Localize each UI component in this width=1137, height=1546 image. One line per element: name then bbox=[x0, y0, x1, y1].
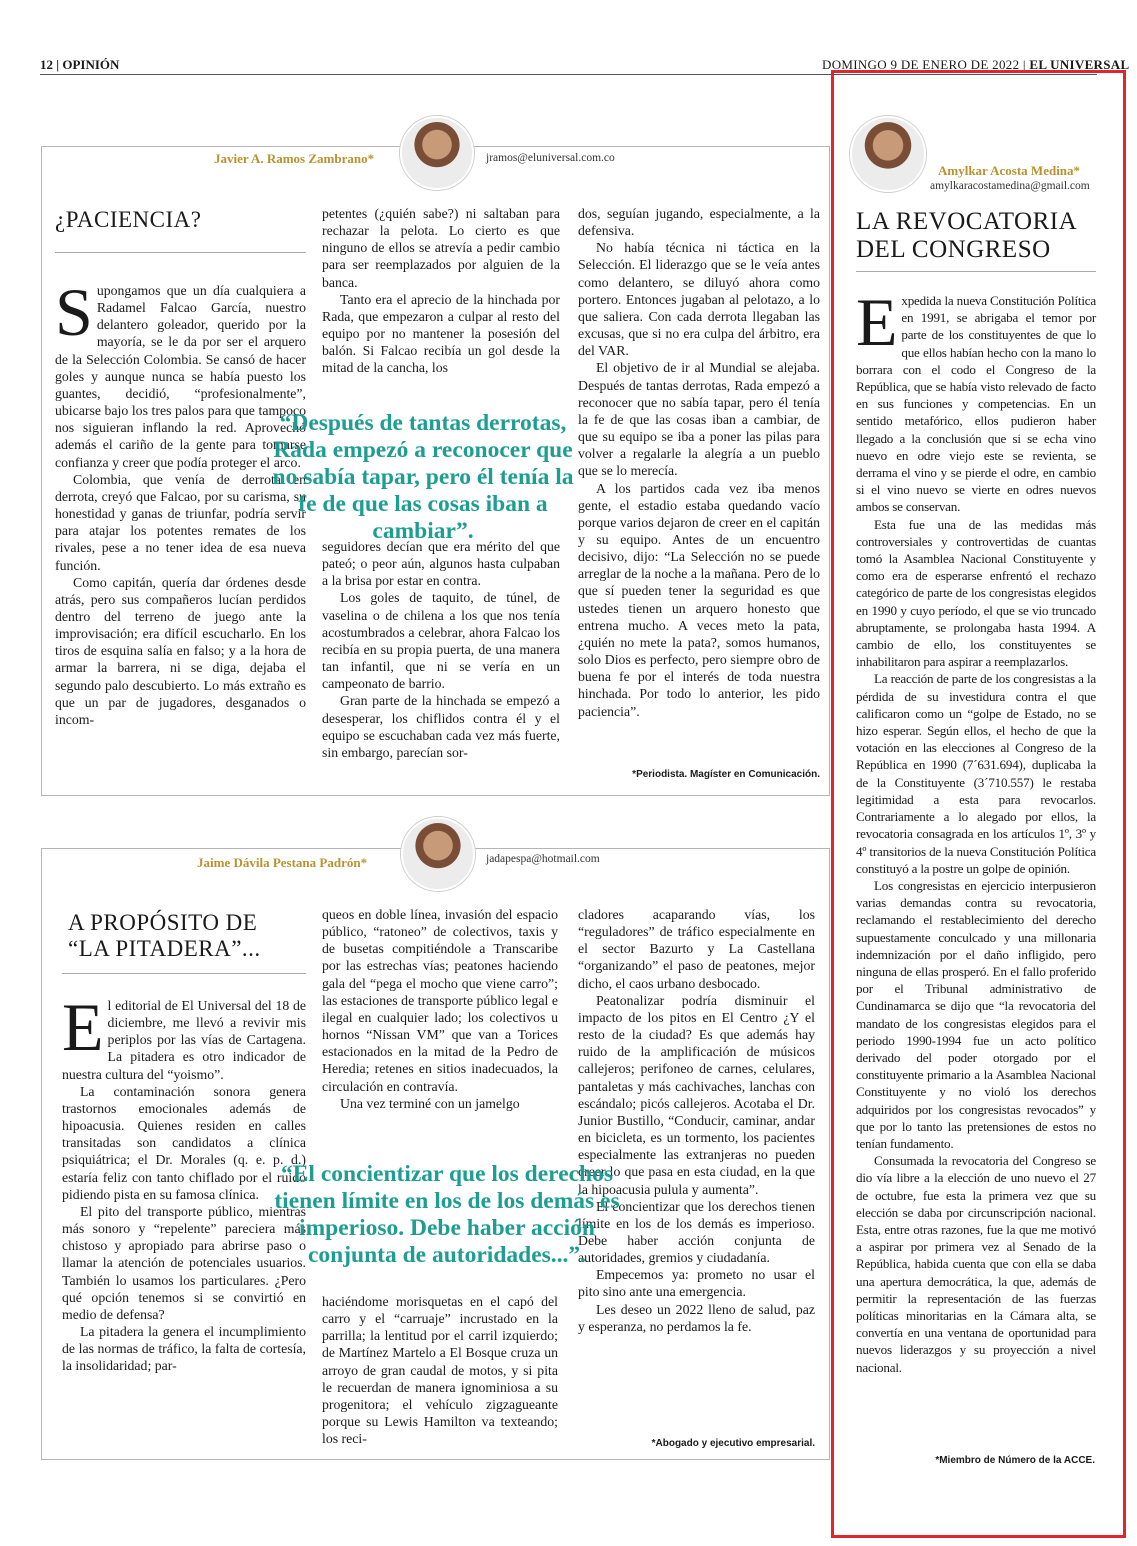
paragraph: La contaminación sonora genera trastornos emocionales además de hipoacusia. Quienes residen en calles transitadas son candidatos a clínica psiquiátrica; el Dr. Morales (q. e. p. d.) estaría feliz con tanto chiflado por el ruido pidiendo pista en su famosa clínica. bbox=[62, 1083, 306, 1202]
paragraph: upongamos que un día cualquiera a Radamel Falcao García, nuestro delantero goleador, querido por la mayoría, se le da por ser el arquero de la Selección Colombia. Se cansó de hacer goles y aunque nunca se había puesto los guantes, decidió, “profesionalmente”, ubicarse bajo los tres palos para que tampoco nos siguieran inflando la red. Aprovechó además el cariño de la gente para tomarse confianza y creer que podía proteger el arco. bbox=[55, 283, 306, 470]
article-title bbox=[68, 910, 261, 962]
paragraph: Tanto era el aprecio de la hinchada por Rada, que empezaron a culpar al resto del equipo por no mantener la posesión del balón. Si Falcao recibía un gol desde la mitad de la cancha, los bbox=[322, 291, 560, 376]
article-column-3 bbox=[578, 205, 820, 720]
paragraph: Esta fue una de las medidas más controversiales y controvertidas de cuantas tomó la Asamblea Nacional Constituyente y como era de esperarse enfrentó el rechazo categórico de parte de los congresistas elegidos en 1990 y cuyo período, el que se vio truncado abruptamente, se prolongaba hasta 1994. A cambio de ello, los constituyentes se inhabilitaron para aspirar a reemplazarlos. bbox=[856, 516, 1096, 670]
paragraph: Colombia, que venía de derrota en derrota, creyó que Falcao, por su carisma, su honestidad y ganas de triunfar, podría servir para atajar los potentes remates de los rivales, pese a no tener idea de esa nueva función. bbox=[55, 471, 306, 573]
author-name: Amylkar Acosta Medina* bbox=[938, 163, 1081, 178]
paragraph: Peatonalizar podría disminuir el impacto de los pitos en El Centro ¿Y el resto de la ciudad? Es que además hay ruido de la amplificación de músicos callejeros; perifoneo de carnes, celulares, pantaletas y más cachivaches, lanchas con escándalo; picós callejeros. Acotaba el Dr. Junior Bustillo, “Conducir, caminar, andar en bicicleta, es un tormento, los pacientes especialmente las extranjeras no pueden creer lo que pasa en esta ciudad, en la que la hipoacusia pulula y aumenta”. bbox=[578, 992, 815, 1197]
article-title: ¿PACIENCIA? bbox=[55, 207, 202, 232]
paragraph: seguidores decían que era mérito del que pateó; o peor aún, algunos hasta culpaban a la brisa por estar en contra. bbox=[322, 539, 560, 589]
article-column-2-top bbox=[322, 205, 560, 377]
paragraph: haciéndome morisquetas en el capó del carro y el “carruaje” incrustado en la parrilla; la lentitud por el carril izquierdo; de Martínez Martelo a El Bosque cruza un arroyo de gran caudal de motos, y si pita le recuerdan de manera ignominiosa a su progenitora; el vehículo zigzagueante porque su Lewis Hamilton va texteando; los reci- bbox=[322, 1294, 558, 1447]
issue-date: DOMINGO 9 DE ENERO DE 2022 bbox=[822, 57, 1020, 72]
paragraph: Les deseo un 2022 lleno de salud, paz y esperanza, no perdamos la fe. bbox=[578, 1301, 815, 1334]
paragraph: Una vez terminé con un jamelgo bbox=[340, 1095, 520, 1111]
paragraph: l editorial de El Universal del 18 de diciembre, me llevó a revivir mis periplos por las vías de Cartagena. La pitadera es otro indicador de nuestra cultura del “yoismo”. bbox=[62, 998, 306, 1082]
drop-cap: S bbox=[55, 274, 93, 350]
paragraph: La pitadera la genera el incumplimiento de las normas de tráfico, la falta de cortesía, la insolidaridad; par- bbox=[62, 1323, 306, 1374]
paragraph: Consumada la revocatoria del Congreso se dio vía libre a la elección de uno nuevo el 27 de octubre, fue esta la primera vez que su elección se daba por circunscripción nacional. Esta, entre otras razones, fue la que me motivó a aspirar por primera vez al Senado de la República, habida cuenta que con ella se daba una apertura democrática, la que, además de permitir la representación de las fuerzas políticas minoritarias en la Cámara alta, se convertía en una ventana de oportunidad para nuevos liderazgos y su proyección a nivel nacional. bbox=[856, 1153, 1096, 1375]
page-folio: 12 | OPINIÓN bbox=[40, 57, 120, 72]
article-title-line: “LA PITADERA”... bbox=[68, 936, 261, 961]
paragraph: El pito del transporte público, mientras más sonoro y “repelente” pareciera más chistoso y apropiado para abrirse paso o llamar la atención de potenciales usuarios. También lo usamos los particulares. ¿Pero qué opción tenemos si se convirtió en medio de defensa? bbox=[62, 1203, 306, 1322]
author-email: jramos@eluniversal.com.co bbox=[486, 152, 615, 164]
author-portrait-icon bbox=[401, 817, 475, 891]
paragraph: queos en doble línea, invasión del espacio público, “ratoneo” de colectivos, taxis y de busetas compitiéndole a Transcaribe por las estrechas vías; peatones haciendo gala del “pega el mocho que viene carro”; las estaciones de transporte público legal e ilegal en cualquier lado; los colectivos u hornos “Nissan VM” que van a Torices estacionados en la mitad de la Pedro de Heredia; retenes en sitios inadecuados, la circulación en contravía. bbox=[322, 907, 558, 1094]
author-portrait-icon bbox=[400, 116, 474, 190]
article-title bbox=[856, 208, 1077, 264]
newspaper-name: EL UNIVERSAL bbox=[1029, 57, 1130, 72]
paragraph: xpedida la nueva Constitución Política en 1991, se abrigaba el temor por parte de los constituyentes de que lo que ellos habían hecho con la mano lo borrara con el codo el Congreso de la República, que se había visto relevado de facto en sus funciones y competencias. En un sentido metafórico, ellos pudieron haber llegado a la conclusión que si se echa vino nuevo en odre viejo este se revienta, se derrama el vino y se pierde el odre, en cambio si el vino nuevo se vierte en odres nuevos ambos se conservan. bbox=[856, 293, 1096, 515]
drop-cap: E bbox=[856, 284, 898, 360]
article-body bbox=[856, 284, 1096, 1376]
drop-cap: E bbox=[62, 989, 104, 1065]
article-column-2-top bbox=[322, 906, 558, 1112]
author-portrait-icon bbox=[850, 116, 926, 192]
pull-quote: “El concientizar que los derechos tienen límite en los de los demás es imperioso. Debe haber acción conjunta de autoridades...”. bbox=[274, 1161, 620, 1268]
paragraph: Como capitán, quería dar órdenes desde atrás, pero sus compañeros lucían perdidos dentro del terreno de juego ante la improvisación; era difícil escucharlo. En los tiros de esquina salía en falso; y a la hora de armar la barrera, ni se diga, dejaba el segundo palo descubierto. Lo más extraño es que un par de jugadores, desganados o incom- bbox=[55, 574, 306, 727]
paragraph: El objetivo de ir al Mundial se alejaba. Después de tantas derrotas, Rada empezó a reconocer que no sabía tapar, pero él tenía la fe de que las cosas iban a cambiar, de que su equipo se iba a poner las pilas para volver a regalarle la alegría a un pueblo que se lo merecía. bbox=[578, 360, 820, 479]
paragraph: El concientizar que los derechos tienen límite en los de los demás es imperioso. Debe haber acción conjunta de autoridades, gremios y ciudadanía. bbox=[578, 1198, 815, 1266]
paragraph: cladores acaparando vías, los “reguladores” de tráfico especialmente en el sector Bazurto y La Castellana “organizando” el paso de peatones, mejor dicho, el caos urbano desbocado. bbox=[578, 907, 815, 991]
article-title-line: DEL CONGRESO bbox=[856, 236, 1051, 263]
paragraph: dos, seguían jugando, especialmente, a la defensiva. bbox=[578, 206, 820, 239]
author-name: Jaime Dávila Pestana Padrón* bbox=[197, 855, 368, 870]
paragraph: Los goles de taquito, de túnel, de vaselina o de chilena a los que nos tenía acostumbrados a celebrar, ahora Falcao los recibía en su propia puerta, de una manera tan infantil, que ni se vería en un campeonato de barrio. bbox=[322, 590, 560, 692]
author-credit: *Miembro de Número de la ACCE. bbox=[935, 1455, 1095, 1466]
author-email: amylkaracostamedina@gmail.com bbox=[930, 180, 1090, 192]
author-credit: *Periodista. Magíster en Comunicación. bbox=[632, 769, 820, 780]
paragraph: Los congresistas en ejercicio interpusieron varias demandas contra su revocatoria, reclamando el restablecimiento del derecho supuestamente conculcado y una millonaria indemnización por el daño infligido, pero ninguna de ellas prosperó. En el fallo proferido por el Tribunal administrativo de Cundinamarca se dijo que “la revocatoria del mandato de los congresistas elegidos para el periodo 1990-1994 fue un acto político derivado del poder otorgado por el constituyente primario a la Asamblea Nacional Constituyente y no violó los derechos adquiridos por los congresistas revocados” y que por lo tanto las pretensiones de estos no tenían fundamento. bbox=[856, 877, 1096, 1151]
article-title-line: A PROPÓSITO DE bbox=[68, 910, 258, 935]
article-column-3 bbox=[578, 906, 815, 1335]
paragraph: petentes (¿quién sabe?) ni saltaban para rechazar la pelota. Lo cierto es que ninguno de ellos se atrevía a pedir cambio para ser reemplazados por alguien de la banca. bbox=[322, 206, 560, 290]
author-credit: *Abogado y ejecutivo empresarial. bbox=[651, 1438, 815, 1449]
paragraph: La reacción de parte de los congresistas a la pérdida de su investidura contra el que calificaron como un “golpe de Estado, no se hizo esperar. Según ellos, el hecho de que la votación en las elecciones al Congreso de la República en 1990 (7´631.694), duplicaba la de la Constituyente (3´710.557) le restaba legitimidad a esta para revocarlos. Contrariamente a lo alegado por ellos, la revocatoria consagrada en los artículos 1º, 3º y 4º transitorios de la nueva Constitución Política constituyó a la postre un golpe de opinión. bbox=[856, 671, 1096, 876]
article-column-2-bottom bbox=[322, 538, 560, 761]
paragraph: Gran parte de la hinchada se empezó a desesperar, los chiflidos contra él y el equipo se escuchaban cada vez más fuerte, sin embargo, parecían sor- bbox=[322, 693, 560, 760]
author-email: jadapespa@hotmail.com bbox=[486, 853, 600, 865]
paragraph: No había técnica ni táctica en la Selección. El liderazgo que se le veía antes como delantero, se diluyó ahora como portero. Entonces jugaban al pelotazo, a lo que saliera. Con cada derrota llegaban las excusas, que si no era culpa del árbitro, era del VAR. bbox=[578, 240, 820, 359]
paragraph: A los partidos cada vez iba menos gente, el estadio estaba quedando vacío porque varios dejaron de creer en el capitán y su equipo. Antes de un encuentro decisivo, dijo: “La Selección no se puede arreglar de la noche a la mañana. Pero de lo que sí pueden tener la seguridad es que ustedes tienen un arquero honesto que entrena mucho. A veces meto la pata, ¿quién no mete la pata?, somos humanos, solo Dios es perfecto, pero siempre obro de buena fe por el interés de toda nuestra hinchada. Por todo lo anterior, les pido paciencia”. bbox=[578, 480, 820, 719]
author-name: Javier A. Ramos Zambrano* bbox=[214, 151, 375, 166]
article-column-2-bottom bbox=[322, 1293, 558, 1447]
page-dateline: DOMINGO 9 DE ENERO DE 2022 | EL UNIVERSAL bbox=[822, 57, 1130, 72]
pull-quote: “Después de tantas derrotas, Rada empezó a reconocer que no sabía tapar, pero él tenía la fe de que las cosas iban a cambiar”. bbox=[272, 410, 574, 544]
article-title-line: LA REVOCATORIA bbox=[856, 208, 1078, 235]
paragraph: Empecemos ya: prometo no usar el pito sino ante una emergencia. bbox=[578, 1267, 815, 1300]
